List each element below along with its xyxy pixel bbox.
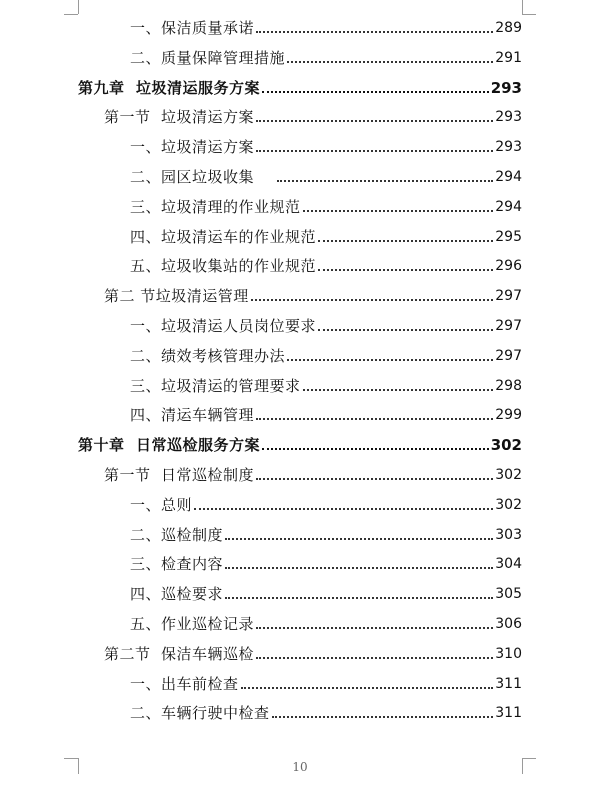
- dot-leader: [251, 298, 493, 301]
- dot-leader: [287, 60, 493, 63]
- toc-subsection-entry[interactable]: [130, 669, 522, 693]
- toc-subsection-entry[interactable]: [130, 698, 522, 722]
- dot-leader: [256, 656, 493, 659]
- dot-leader: [287, 358, 493, 361]
- dot-leader: [256, 30, 493, 33]
- toc-entry-title: 五、垃圾收集站的作业规范: [130, 257, 317, 276]
- dot-leader: [256, 477, 493, 480]
- toc-subsection-entry[interactable]: [130, 579, 522, 603]
- toc-subsection-entry[interactable]: [130, 371, 522, 395]
- dot-leader: [303, 388, 494, 391]
- dot-leader: [225, 537, 493, 540]
- toc-subsection-entry[interactable]: [130, 13, 522, 37]
- toc-entry-page: 299: [495, 407, 522, 424]
- toc-entry-page: 305: [495, 586, 522, 603]
- dot-leader: [256, 119, 493, 122]
- toc-entry-page: 302: [495, 496, 522, 513]
- toc-entry-page: 294: [495, 169, 522, 185]
- toc-section-entry[interactable]: [104, 281, 522, 305]
- toc-subsection-entry[interactable]: [130, 222, 522, 246]
- toc-chapter-entry[interactable]: [78, 73, 522, 97]
- toc-entry-page: 302: [490, 436, 522, 455]
- toc-entry-title: 第九章 垃圾清运服务方案: [78, 78, 260, 97]
- toc-section-entry[interactable]: [104, 460, 522, 484]
- toc-subsection-entry[interactable]: [130, 341, 522, 365]
- toc-entry-page: 302: [495, 467, 522, 483]
- crop-mark-top-left: [78, 0, 79, 14]
- toc-entry-title: 五、作业巡检记录: [130, 615, 255, 633]
- dot-leader: [318, 268, 493, 271]
- toc-entry-title: 一、总则: [130, 495, 193, 514]
- toc-entry-title: 第二节 保洁车辆巡检: [104, 644, 255, 663]
- dot-leader: [318, 328, 493, 331]
- toc-section-entry[interactable]: [104, 639, 522, 663]
- toc-entry-page: 289: [495, 20, 522, 36]
- page-number: 10: [292, 760, 308, 774]
- toc-subsection-entry[interactable]: [130, 400, 522, 424]
- toc-entry-title: 二、园区垃圾收集: [130, 168, 276, 186]
- crop-mark-bottom-left-h: [64, 758, 78, 759]
- toc-entry-page: 291: [495, 49, 522, 66]
- dot-leader: [225, 596, 493, 599]
- toc-entry-page: 306: [495, 616, 522, 632]
- toc-entry-title: 四、垃圾清运车的作业规范: [130, 227, 317, 246]
- toc-entry-title: 三、检查内容: [130, 555, 224, 574]
- toc-chapter-entry[interactable]: [78, 430, 522, 454]
- toc-entry-page: 311: [495, 705, 522, 722]
- toc-entry-page: 293: [495, 109, 522, 126]
- dot-leader: [272, 715, 494, 718]
- toc-entry-title: 三、垃圾清理的作业规范: [130, 197, 301, 216]
- toc-entry-page: 293: [490, 78, 522, 97]
- toc-subsection-entry[interactable]: [130, 609, 522, 633]
- dot-leader: [256, 626, 493, 629]
- toc-entry-title: 第二 节垃圾清运管理: [104, 287, 249, 306]
- toc-subsection-entry[interactable]: [130, 43, 522, 67]
- crop-mark-top-right-h: [522, 14, 536, 15]
- toc-entry-page: 311: [495, 675, 522, 692]
- crop-mark-bottom-right-h: [522, 758, 536, 759]
- toc-entry-page: 303: [495, 526, 522, 543]
- toc-entry-title: 二、车辆行驶中检查: [130, 704, 270, 723]
- dot-leader: [318, 239, 493, 242]
- crop-mark-top-right: [522, 0, 523, 14]
- toc-entry-title: 第一节 日常巡检制度: [104, 466, 255, 484]
- dot-leader: [262, 447, 489, 450]
- dot-leader: [303, 209, 494, 212]
- toc-entry-page: 296: [495, 258, 522, 275]
- toc-subsection-entry[interactable]: [130, 490, 522, 514]
- toc-entry-page: 304: [495, 556, 522, 573]
- dot-leader: [277, 179, 493, 182]
- toc-entry-title: 二、巡检制度: [130, 525, 224, 544]
- toc-subsection-entry[interactable]: [130, 192, 522, 216]
- toc-subsection-entry[interactable]: [130, 162, 522, 186]
- toc-entry-title: 一、垃圾清运人员岗位要求: [130, 317, 317, 335]
- dot-leader: [241, 686, 494, 689]
- toc-entry-page: 295: [495, 228, 522, 245]
- dot-leader: [262, 90, 489, 93]
- toc-entry-title: 一、出车前检查: [130, 674, 239, 693]
- toc-entry-title: 第十章 日常巡检服务方案: [78, 436, 260, 455]
- dot-leader: [256, 149, 493, 152]
- toc-entry-title: 第一节 垃圾清运方案: [104, 108, 255, 127]
- toc-subsection-entry[interactable]: [130, 251, 522, 275]
- toc-entry-page: 297: [495, 288, 522, 305]
- toc-entry-title: 三、垃圾清运的管理要求: [130, 376, 301, 395]
- toc-entry-title: 四、巡检要求: [130, 585, 224, 604]
- toc-subsection-entry[interactable]: [130, 311, 522, 335]
- dot-leader: [194, 507, 493, 510]
- toc-entry-title: 四、清运车辆管理: [130, 406, 255, 425]
- toc-entry-page: 297: [495, 318, 522, 334]
- toc-subsection-entry[interactable]: [130, 132, 522, 156]
- toc-entry-title: 一、保洁质量承诺: [130, 19, 255, 37]
- toc-entry-page: 294: [495, 198, 522, 215]
- toc-entry-page: 310: [495, 645, 522, 662]
- crop-mark-top-left-h: [64, 14, 78, 15]
- toc-entry-title: 一、垃圾清运方案: [130, 138, 255, 157]
- toc-section-entry[interactable]: [104, 102, 522, 126]
- toc-subsection-entry[interactable]: [130, 549, 522, 573]
- dot-leader: [225, 566, 493, 569]
- toc-entry-page: 293: [495, 139, 522, 156]
- toc-entry-title: 二、质量保障管理措施: [130, 48, 286, 67]
- toc-entry-page: 297: [495, 347, 522, 364]
- toc-subsection-entry[interactable]: [130, 520, 522, 544]
- toc-entry-page: 298: [495, 377, 522, 394]
- toc-entry-title: 二、绩效考核管理办法: [130, 346, 286, 365]
- dot-leader: [256, 417, 493, 420]
